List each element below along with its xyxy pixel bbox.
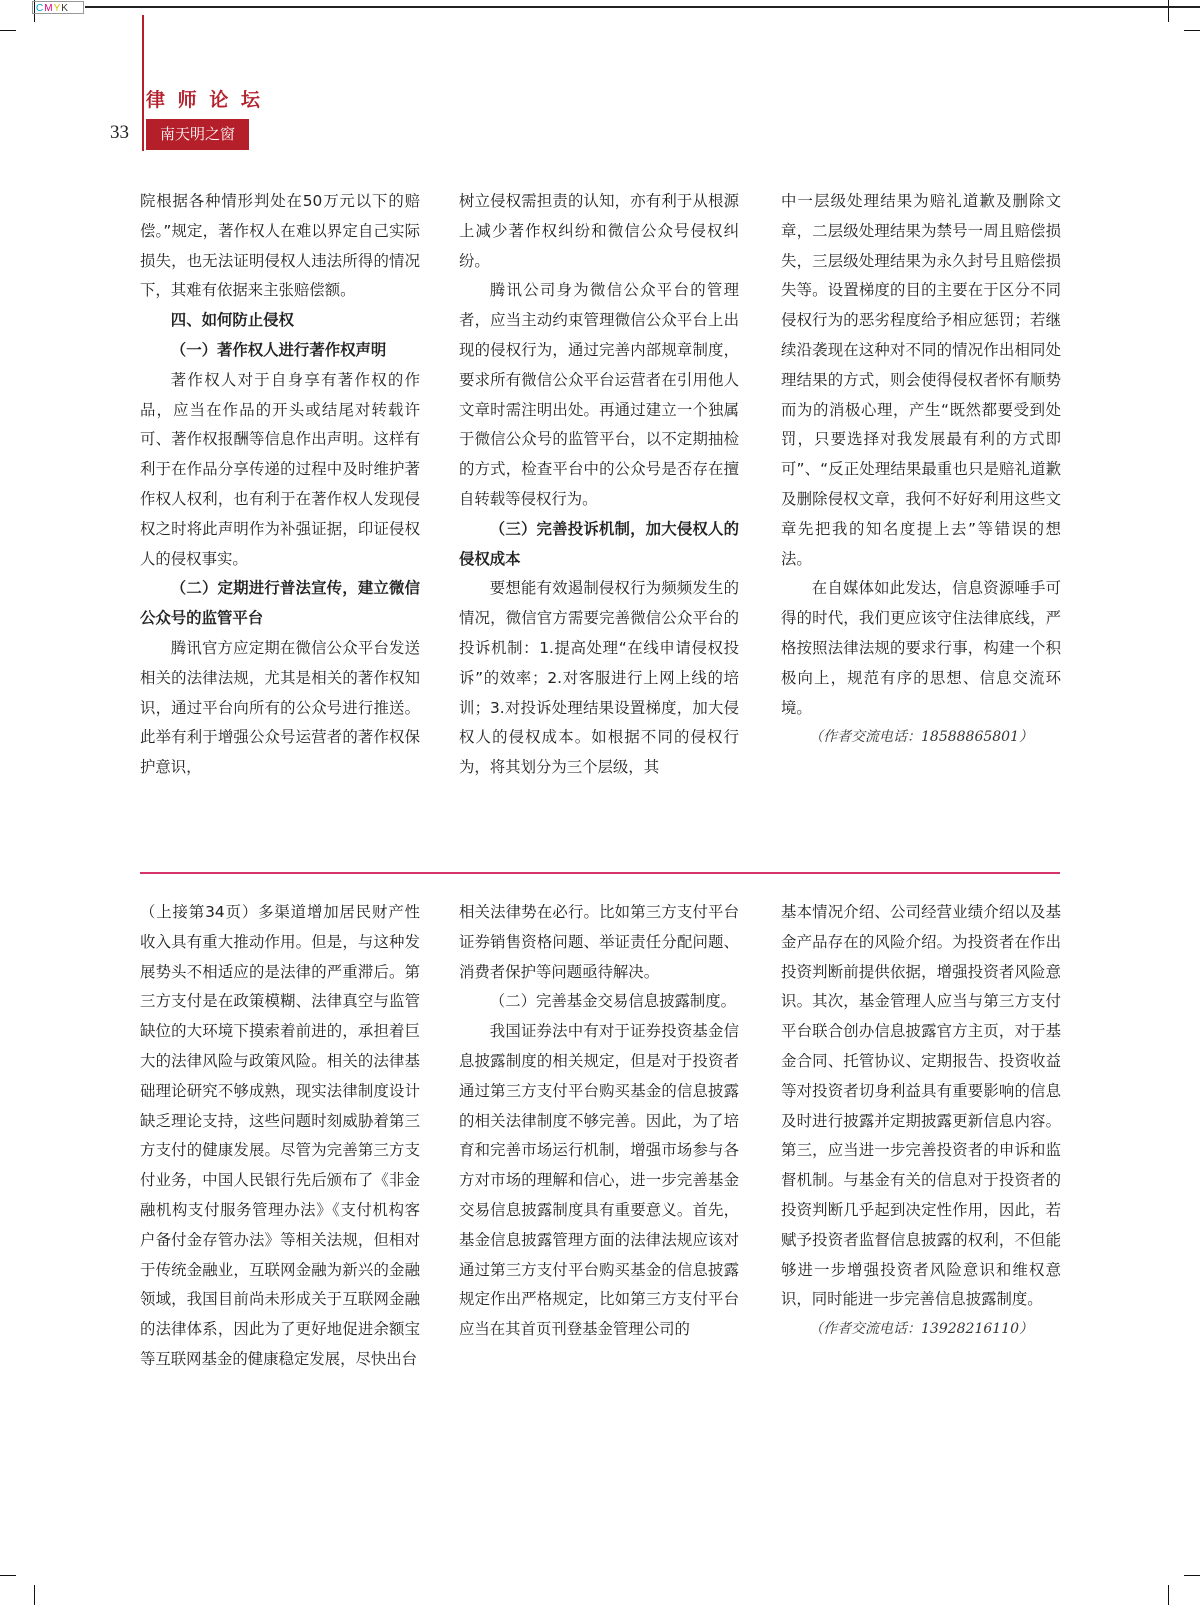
top-article-column-3 [781,187,1061,753]
bottom-article-column-2 [459,898,739,1345]
top-article-column-1 [140,187,420,783]
paragraph: 要想能有效遏制侵权行为频频发生的情况，微信官方需要完善微信公众平台的投诉机制：1.提高处理“在线申请侵权投诉”的效率；2.对客服进行上网上线的培训；3.对投诉处理结果设置梯度，加大侵权人的侵权成本。如根据不同的侵权行为，将其划分为三个层级，其 [459,579,739,777]
author-contact: （作者交流电话：13928216110） [809,1321,1033,1338]
section-heading: （一）著作权人进行著作权声明 [170,340,387,359]
cmyk-y: Y [53,3,62,14]
crop-mark-top-right-h [1184,30,1200,31]
paragraph: 基本情况介绍、公司经营业绩介绍以及基金产品存在的风险介绍。为投资者在作出投资判断前提供依据，增强投资者风险意识。其次，基金管理人应当与第三方支付平台联合创办信息披露官方主页，对于基金合同、托管协议、定期报告、投资收益等对投资者切身利益具有重要影响的信息及时进行披露并定期披露更新信息内容。第三，应当进一步完善投资者的申诉和监督机制。与基金有关的信息对于投资者的投资判断几乎起到决定性作用，因此，若赋予投资者监督信息披露的权利，不但能够进一步增强投资者风险意识和维权意识，同时能进一步完善信息披露制度。 [781,903,1061,1309]
section-heading: （三）完善投诉机制，加大侵权人的侵权成本 [459,519,739,568]
cmyk-m: M [44,3,54,14]
section-title: 律 师 论 坛 [146,89,263,111]
section-heading: （二）定期进行普法宣传，建立微信公众号的监管平台 [140,579,420,628]
bottom-article-column-3 [781,898,1061,1345]
paragraph: 我国证券法中有对于证券投资基金信息披露制度的相关规定，但是对于投资者通过第三方支付平台购买基金的信息披露的相关法律制度不够完善。因此，为了培育和完善市场运行机制，增强市场参与各方对市场的理解和信心，进一步完善基金交易信息披露制度具有重要意义。首先，基金信息披露管理方面的法律法规应该对通过第三方支付平台购买基金的信息披露规定作出严格规定，比如第三方支付平台应当在其首页刊登基金管理公司的 [459,1022,739,1339]
page-number: 33 [110,122,129,143]
paragraph: 腾讯公司身为微信公众平台的管理者，应当主动约束管理微信公众平台上出现的侵权行为，通过完善内部规章制度，要求所有微信公众平台运营者在引用他人文章时需注明出处。再通过建立一个独属于微信公众号的监管平台，以不定期抽检的方式，检查平台中的公众号是否存在擅自转载等侵权行为。 [459,281,739,508]
author-contact: （作者交流电话：18588865801） [809,729,1033,746]
crop-mark-bottom-left-h [0,1575,16,1576]
crop-mark-top-right-v [1168,0,1169,22]
article-divider [140,872,1060,874]
top-border-line [85,6,1200,8]
bottom-article-column-1 [140,898,420,1375]
crop-mark-bottom-right-h [1184,1575,1200,1576]
crop-mark-top-left-h [0,30,16,31]
column-name-badge: 南天明之窗 [146,119,249,150]
cmyk-c: C [36,3,45,14]
paragraph: 在自媒体如此发达，信息资源唾手可得的时代，我们更应该守住法律底线，严格按照法律法规的要求行事，构建一个积极向上，规范有序的思想、信息交流环境。 [781,579,1061,717]
cmyk-registration-label [32,1,84,14]
crop-mark-bottom-left-v [34,1585,35,1605]
paragraph: 腾讯官方应定期在微信公众平台发送相关的法律法规，尤其是相关的著作权知识，通过平台向所有的公众号进行推送。此举有利于增强公众号运营者的著作权保护意识， [140,638,420,777]
paragraph: （上接第34页）多渠道增加居民财产性收入具有重大推动作用。但是，与这种发展势头不相适应的是法律的严重滞后。第三方支付是在政策模糊、法律真空与监管缺位的大环境下摸索着前进的，承担着巨大的法律风险与政策风险。相关的法律基础理论研究不够成熟，现实法律制度设计缺乏理论支持，这些问题时刻威胁着第三方支付的健康发展。尽管为完善第三方支付业务，中国人民银行先后颁布了《非金融机构支付服务管理办法》《支付机构客户备付金存管办法》等相关法规，但相对于传统金融业，互联网金融为新兴的金融领域，我国目前尚未形成关于互联网金融的法律体系，因此为了更好地促进余额宝等互联网基金的健康稳定发展，尽快出台 [140,903,420,1368]
cmyk-k: K [61,3,69,14]
paragraph: 中一层级处理结果为赔礼道歉及删除文章，二层级处理结果为禁号一周且赔偿损失，三层级处理结果为永久封号且赔偿损失等。设置梯度的目的主要在于区分不同侵权行为的恶劣程度给予相应惩罚；若继续沿袭现在这种对不同的情况作出相同处理结果的方式，则会使得侵权者怀有顺势而为的消极心理，产生“既然都要受到处罚，只要选择对我发展最有利的方式即可”、“反正处理结果最重也只是赔礼道歉及删除侵权文章，我何不好好利用这些文章先把我的知名度提上去”等错误的想法。 [781,192,1061,568]
top-article-column-2 [459,187,739,783]
paragraph: 著作权人对于自身享有著作权的作品，应当在作品的开头或结尾对转载许可、著作权报酬等信息作出声明。这样有利于在作品分享传递的过程中及时维护著作权人权利，也有利于在著作权人发现侵权之时将此声明作为补强证据，印证侵权人的侵权事实。 [140,370,420,568]
paragraph: 院根据各种情形判处在50万元以下的赔偿。”规定，著作权人在难以界定自己实际损失，也无法证明侵权人违法所得的情况下，其难有依据来主张赔偿额。 [140,192,420,300]
paragraph: 树立侵权需担责的认知，亦有利于从根源上减少著作权纠纷和微信公众号侵权纠纷。 [459,192,739,270]
paragraph: 相关法律势在必行。比如第三方支付平台证券销售资格问题、举证责任分配问题、消费者保护等问题亟待解决。 [459,903,739,981]
paragraph: （二）完善基金交易信息披露制度。 [489,992,737,1011]
header-red-rule [142,15,144,151]
section-heading: 四、如何防止侵权 [170,311,294,330]
crop-mark-bottom-right-v [1168,1585,1169,1605]
